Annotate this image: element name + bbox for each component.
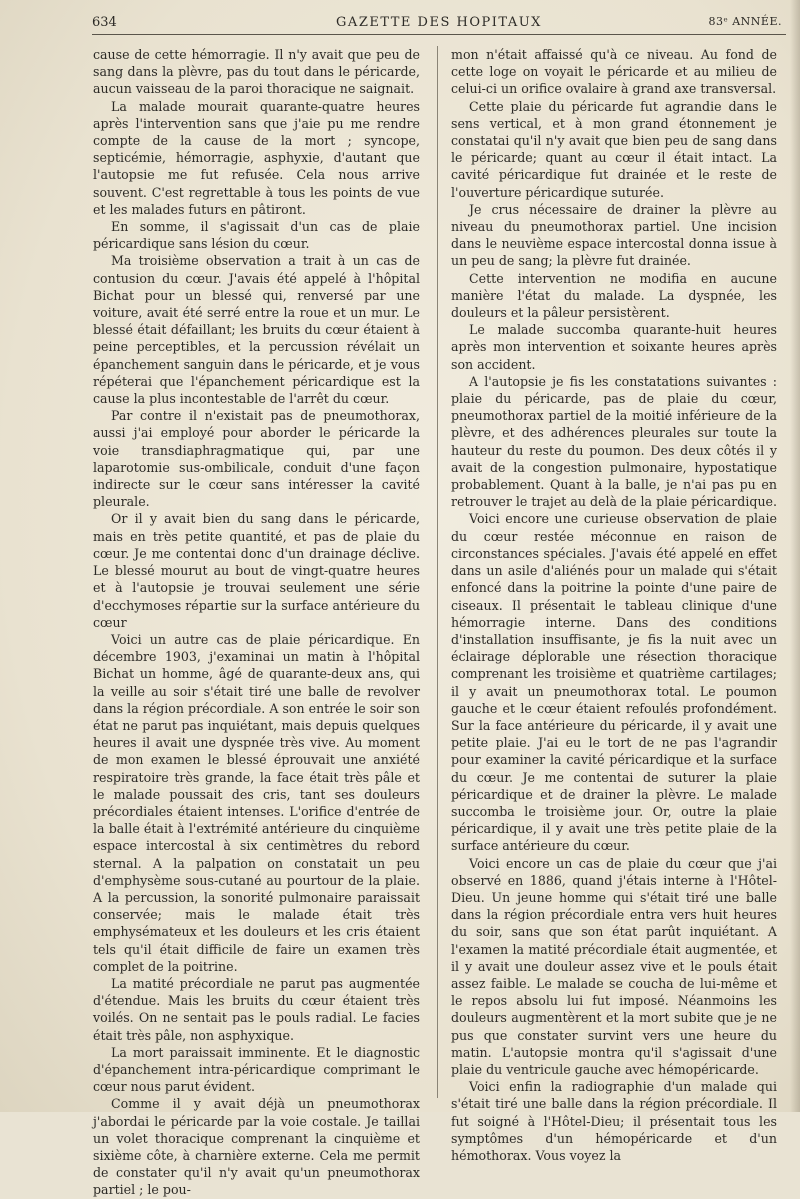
paragraph: Le malade succomba quarante-huit heures après mon intervention et soixante heures après son accident.	[451, 322, 777, 372]
paragraph: Par contre il n'existait pas de pneumothorax, aussi j'ai employé pour aborder le péricarde la voie transdiaphragmatique qui, par une laparotomie sus-ombilicale, conduit d'une façon indirecte sur le cœur sans intéresser la cavité pleurale.	[93, 408, 420, 510]
paragraph: La matité précordiale ne parut pas augmentée d'étendue. Mais les bruits du cœur étaient très voilés. On ne sentait pas le pouls radial. Le facies était très pâle, non asphyxique.	[93, 975, 420, 1043]
paragraph: En somme, il s'agissait d'un cas de plaie péricardique sans lésion du cœur.	[93, 219, 420, 252]
left-column	[93, 46, 420, 1199]
paragraph: Voici encore un cas de plaie du cœur que j'ai observé en 1886, quand j'étais interne à l'Hôtel-Dieu. Un jeune homme qui s'était tiré une balle dans la région précordiale entra vers huit heures du soir, sans que son état parût inquiétant. A l'examen la matité précordiale était augmentée, et il y avait une douleur assez vive et le pouls était assez faible. Le malade se coucha de lui-même et le repos absolu lui fut imposé. Néanmoins les douleurs augmentèrent et la mort subite que je ne pus que constater survint vers une heure du matin. L'autopsie montra qu'il s'agissait d'une plaie du ventricule gauche avec hémopéricarde.	[451, 855, 777, 1077]
paragraph: cause de cette hémorragie. Il n'y avait que peu de sang dans la plèvre, pas du tout dans le péricarde, aucun vaisseau de la paroi thoracique ne saignait.	[93, 47, 420, 97]
paragraph: Cette intervention ne modifia en aucune manière l'état du malade. La dyspnée, les douleurs et la pâleur persistèrent.	[451, 270, 777, 321]
paragraph: A l'autopsie je fis les constatations suivantes : plaie du péricarde, pas de plaie du cœur, pneumothorax partiel de la moitié inférieure de la plèvre, et des adhérences pleurales sur toute la hauteur du reste du poumon. Des deux côtés il y avait de la congestion pulmonaire, hypostatique probablement. Quant à la balle, je n'ai pas pu en retrouver le trajet au delà de la plaie péricardique.	[451, 373, 778, 510]
paragraph: Comme il y avait déjà un pneumothorax j'abordai le péricarde par la voie costale. Je taillai un volet thoracique comprenant la cinquième et sixième côte, à charnière externe. Cela me permit de constater qu'il n'y avait qu'un pneumothorax partiel ; le pou-	[93, 1096, 420, 1198]
page-header	[92, 12, 786, 35]
paragraph: Or il y avait bien du sang dans le péricarde, mais en très petite quantité, et pas de plaie du cœur. Je me contentai donc d'un drainage déclive. Le blessé mourut au bout de vingt-quatre heures et à l'autopsie je trouvai seulement une série d'ecchymoses répartie sur la surface antérieure du cœur	[93, 511, 420, 630]
paragraph: La mort paraissait imminente. Et le diagnostic d'épanchement intra-péricardique comprimant le cœur nous parut évident.	[93, 1044, 420, 1095]
year-label: 83ᵉ ANNÉE.	[708, 15, 782, 28]
page-number: 634	[92, 15, 117, 30]
paragraph: Voici enfin la radiographie d'un malade qui s'était tiré une balle dans la région précordiale. Il fut soigné à l'Hôtel-Dieu; il présentait tous les symptômes d'un hémopéricarde et d'un hémothorax. Vous voyez la	[451, 1079, 777, 1163]
paragraph: Voici encore une curieuse observation de plaie du cœur restée méconnue en raison de circonstances spéciales. J'avais été appelé en effet dans un asile d'aliénés pour un malade qui s'était enfoncé dans la poitrine la pointe d'une paire de ciseaux. Il présentait le tableau clinique d'une hémorragie interne. Dans des conditions d'installation insuffisante, je fis la nuit avec un éclairage déplorable une résection thoracique comprenant les troisième et quatrième cartilages; il y avait un pneumothorax total. Le poumon gauche et le cœur étaient refoulés profondément. Sur la face antérieure du péricarde, il y avait une petite plaie. J'ai eu le tort de ne pas l'agrandir pour examiner la cavité péricardique et la surface du cœur. Je me contentai de suturer la plaie péricardique et de drainer la plèvre. Le malade succomba le troisième jour. Or, outre la plaie péricardique, il y avait une très petite plaie de la surface antérieure du cœur.	[451, 511, 777, 854]
journal-title: GAZETTE DES HOPITAUX	[336, 15, 542, 30]
paragraph: Ma troisième observation a trait à un cas de contusion du cœur. J'avais été appelé à l'hôpital Bichat pour un blessé qui, renversé par une voiture, avait été serré entre la roue et un mur. Le blessé était défaillant; les bruits du cœur étaient à peine perceptibles, et la percussion révélait un épanchement sanguin dans le péricarde, et je vous répéterai que l'épanchement péricardique est la cause la plus incontestable de l'arrêt du cœur.	[93, 253, 420, 407]
column-divider	[437, 46, 438, 1098]
right-column	[451, 46, 777, 1164]
page-edge-shadow	[790, 0, 800, 1112]
paragraph: Cette plaie du péricarde fut agrandie dans le sens vertical, et à mon grand étonnement je constatai qu'il n'y avait que bien peu de sang dans le péricarde; quant au cœur il était intact. La cavité péricardique fut drainée et le reste de l'ouverture péricardique suturée.	[451, 98, 777, 200]
paragraph: mon n'était affaissé qu'à ce niveau. Au fond de cette loge on voyait le péricarde et au milieu de celui-ci un orifice ovalaire à grand axe transversal.	[451, 47, 777, 97]
paragraph: Je crus nécessaire de drainer la plèvre au niveau du pneumothorax partiel. Une incision dans le neuvième espace intercostal donna issue à un peu de sang; la plèvre fut drainée.	[451, 201, 777, 269]
paragraph: Voici un autre cas de plaie péricardique. En décembre 1903, j'examinai un matin à l'hôpital Bichat un homme, âgé de quarante-deux ans, qui la veille au soir s'était tiré une balle de revolver dans la région précordiale. A son entrée le soir son état ne parut pas inquiétant, mais depuis quelques heures il avait une dyspnée très vive. Au moment de mon examen le blessé éprouvait une anxiété respiratoire très grande, la face était très pâle et le malade poussait des cris, tant ses douleurs précordiales étaient intenses. L'orifice d'entrée de la balle était à l'extrémité antérieure du cinquième espace intercostal à six centimètres du rebord sternal. A la palpation on constatait un peu d'emphysème sous-cutané au pourtour de la plaie. A la percussion, la sonorité pulmonaire paraissait conservée; mais le malade était très emphysémateux et les douleurs et les cris étaient tels qu'il était difficile de faire un examen très complet de la poitrine.	[93, 631, 420, 974]
paragraph: La malade mourait quarante-quatre heures après l'intervention sans que j'aie pu me rendre compte de la cause de la mort ; syncope, septicémie, hémorragie, asphyxie, d'autant que l'autopsie me fut refusée. Cela nous arrive souvent. C'est regrettable à tous les points de vue et les malades futurs en pâtiront.	[93, 98, 420, 217]
